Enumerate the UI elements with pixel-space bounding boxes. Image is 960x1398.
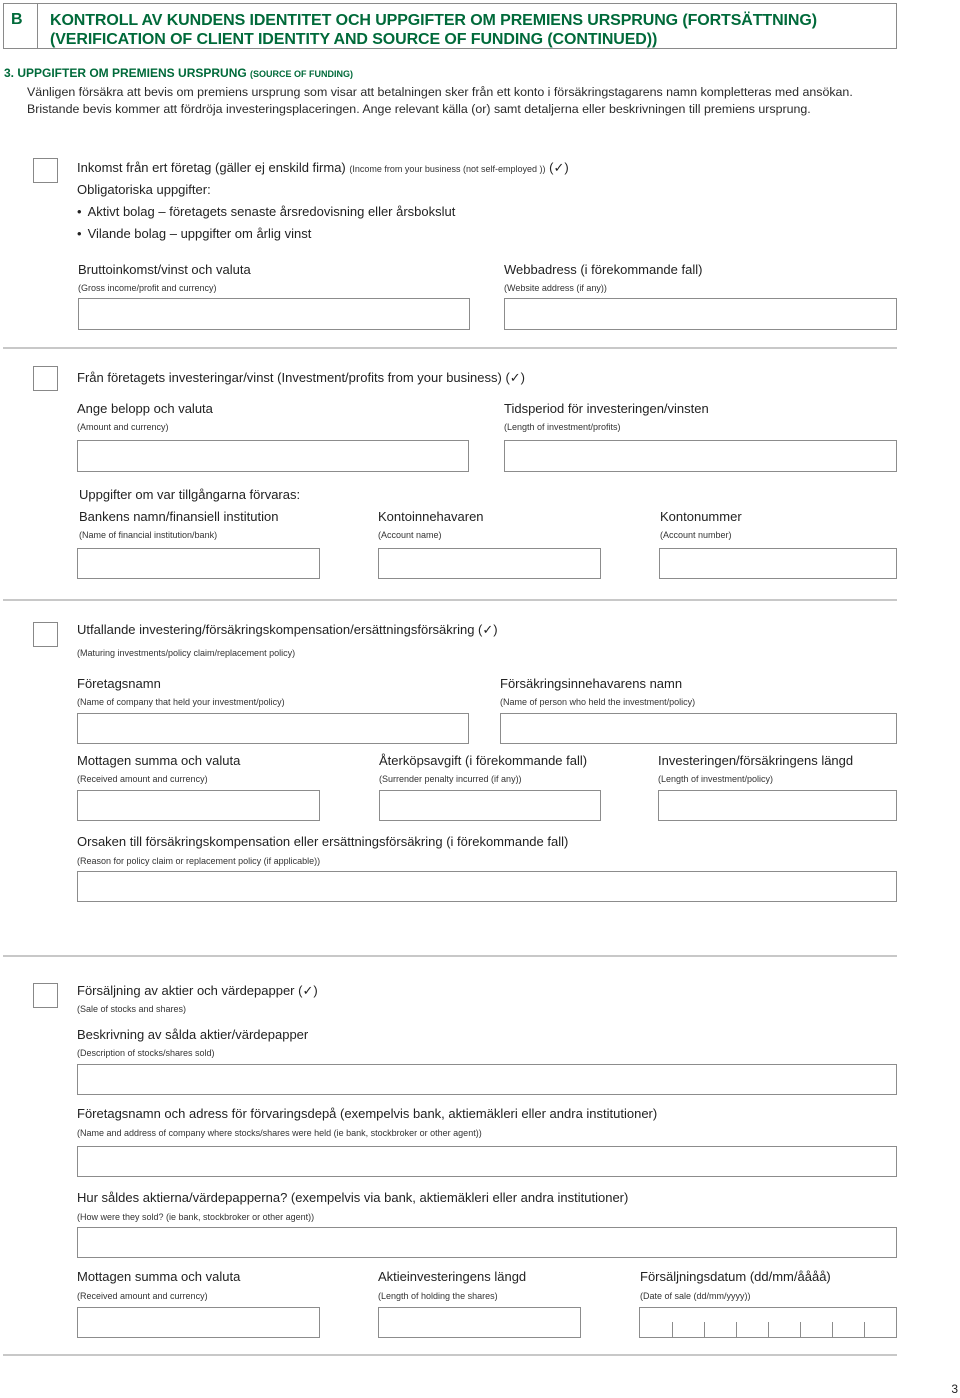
sale-received-field[interactable] (77, 1307, 320, 1338)
subsection-title (4, 66, 353, 80)
mandatory-label: Obligatoriska uppgifter: (77, 182, 211, 197)
bank-label: Bankens namn/finansiell institution (79, 509, 279, 524)
account-holder-field[interactable] (378, 548, 601, 579)
subsection-title-main: 3. UPPGIFTER OM PREMIENS URSPRUNG (4, 66, 247, 80)
shares-checkbox[interactable] (33, 983, 58, 1008)
account-holder-sublabel: (Account name) (378, 530, 442, 540)
reason-sublabel: (Reason for policy claim or replacement policy (if applicable)) (77, 856, 321, 866)
amount-sublabel: (Amount and currency) (77, 422, 169, 432)
website-label: Webbadress (i förekommande fall) (504, 262, 703, 277)
policy-holder-field[interactable] (500, 713, 897, 744)
block-separator (3, 347, 897, 349)
how-sold-field[interactable] (77, 1227, 897, 1258)
account-holder-label: Kontoinnehavaren (378, 509, 484, 524)
maturing-checkbox[interactable] (33, 622, 58, 647)
shares-description-label: Beskrivning av sålda aktier/värdepapper (77, 1027, 309, 1042)
check-mark-hint: (✓) (549, 160, 569, 175)
policy-length-sublabel: (Length of investment/policy) (658, 774, 774, 784)
amount-field[interactable] (77, 440, 469, 472)
section-letter: B (11, 11, 23, 28)
maturing-title-sub: (Maturing investments/policy claim/replacement policy) (77, 648, 296, 658)
surrender-field[interactable] (379, 790, 601, 821)
holding-length-field[interactable] (378, 1307, 581, 1338)
policy-length-field[interactable] (658, 790, 897, 821)
investments-title: Från företagets investeringar/vinst (Investment/profits from your business) (✓) (77, 370, 525, 385)
sale-date-sublabel: (Date of sale (dd/mm/yyyy)) (640, 1291, 751, 1301)
date-digit-divider (768, 1322, 769, 1338)
shares-title-sub: (Sale of stocks and shares) (77, 1004, 187, 1014)
shares-title: Försäljning av aktier och värdepapper (✓) (77, 983, 318, 998)
gross-income-field[interactable] (78, 298, 470, 330)
website-field[interactable] (504, 298, 897, 330)
account-number-field[interactable] (659, 548, 897, 579)
gross-income-sublabel: (Gross income/profit and currency) (78, 283, 217, 293)
section-header-title (50, 11, 817, 49)
policy-holder-sublabel: (Name of person who held the investment/policy) (500, 697, 696, 707)
business-income-checkbox[interactable] (33, 158, 58, 183)
account-number-label: Kontonummer (660, 509, 742, 524)
custody-field[interactable] (77, 1146, 897, 1177)
surrender-label: Återköpsavgift (i förekommande fall) (379, 753, 588, 768)
block-separator (3, 1354, 897, 1356)
period-field[interactable] (504, 440, 897, 472)
date-digit-divider (800, 1322, 801, 1338)
reason-field[interactable] (77, 871, 897, 902)
investments-checkbox[interactable] (33, 366, 58, 391)
header-title-english: (VERIFICATION OF CLIENT IDENTITY AND SOURCE OF FUNDING (CONTINUED)) (50, 31, 658, 48)
block-separator (3, 599, 897, 601)
period-sublabel: (Length of investment/profits) (504, 422, 621, 432)
policy-holder-label: Försäkringsinnehavarens namn (500, 676, 683, 691)
date-digit-divider (832, 1322, 833, 1338)
block-separator (3, 955, 897, 957)
business-income-title-text: Inkomst från ert företag (gäller ej enskild firma) (77, 160, 346, 175)
company-name-field[interactable] (77, 713, 469, 744)
shares-description-sublabel: (Description of stocks/shares sold) (77, 1048, 215, 1058)
assets-label: Uppgifter om var tillgångarna förvaras: (79, 487, 301, 502)
how-sold-sublabel: (How were they sold? (ie bank, stockbroker or other agent)) (77, 1212, 315, 1222)
sale-date-field[interactable] (639, 1307, 897, 1338)
received-amount-field[interactable] (77, 790, 320, 821)
sale-date-label: Försäljningsdatum (dd/mm/åååå) (640, 1269, 831, 1284)
header-title-swedish: KONTROLL AV KUNDENS IDENTITET OCH UPPGIFTER OM PREMIENS URSPRUNG (FORTSÄTTNING) (50, 12, 817, 29)
company-name-label: Företagsnamn (77, 676, 161, 691)
maturing-title: Utfallande investering/försäkringskompensation/ersättningsförsäkring (✓) (77, 622, 498, 637)
subsection-title-sub: (SOURCE OF FUNDING) (250, 69, 354, 79)
date-digit-divider (864, 1322, 865, 1338)
company-name-sublabel: (Name of company that held your investment/policy) (77, 697, 285, 707)
policy-length-label: Investeringen/försäkringens längd (658, 753, 854, 768)
business-income-title (77, 160, 569, 176)
amount-label: Ange belopp och valuta (77, 401, 213, 416)
date-digit-divider (672, 1322, 673, 1338)
page-number: 3 (951, 1382, 958, 1396)
holding-length-label: Aktieinvesteringens längd (378, 1269, 527, 1284)
website-sublabel: (Website address (if any)) (504, 283, 607, 293)
account-number-sublabel: (Account number) (660, 530, 732, 540)
holding-length-sublabel: (Length of holding the shares) (378, 1291, 498, 1301)
date-digit-divider (704, 1322, 705, 1338)
bullet-active-company: • Aktivt bolag – företagets senaste årsredovisning eller årsbokslut (77, 204, 455, 219)
gross-income-label: Bruttoinkomst/vinst och valuta (78, 262, 251, 277)
intro-paragraph: Vänligen försäkra att bevis om premiens ursprung som visar att betalningen sker från ett konto i försäkringstagarens namn kompletteras med ansökan. Bristande bevis kommer att fördröja investeringsplaceringen. Ange relevant källa (or) samt detaljerna eller beskrivningen till premiens ursprung. (27, 85, 853, 116)
sale-received-label: Mottagen summa och valuta (77, 1269, 241, 1284)
shares-description-field[interactable] (77, 1064, 897, 1095)
custody-sublabel: (Name and address of company where stocks/shares were held (ie bank, stockbroker or other agent)) (77, 1128, 482, 1138)
surrender-sublabel: (Surrender penalty incurred (if any)) (379, 774, 522, 784)
received-amount-sublabel: (Received amount and currency) (77, 774, 208, 784)
header-divider (37, 3, 38, 49)
received-amount-label: Mottagen summa och valuta (77, 753, 241, 768)
bullet-dormant-company: • Vilande bolag – uppgifter om årlig vinst (77, 226, 311, 241)
custody-label: Företagsnamn och adress för förvaringsdepå (exempelvis bank, aktiemäkleri eller andra institutioner) (77, 1106, 658, 1121)
bank-sublabel: (Name of financial institution/bank) (79, 530, 218, 540)
bank-name-field[interactable] (77, 548, 320, 579)
reason-label: Orsaken till försäkringskompensation eller ersättningsförsäkring (i förekommande fall) (77, 834, 569, 849)
date-digit-divider (736, 1322, 737, 1338)
business-income-title-sub: (Income from your business (not self-employed )) (349, 164, 546, 174)
sale-received-sublabel: (Received amount and currency) (77, 1291, 208, 1301)
how-sold-label: Hur såldes aktierna/värdepapperna? (exempelvis via bank, aktiemäkleri eller andra institutioner) (77, 1190, 629, 1205)
period-label: Tidsperiod för investeringen/vinsten (504, 401, 709, 416)
